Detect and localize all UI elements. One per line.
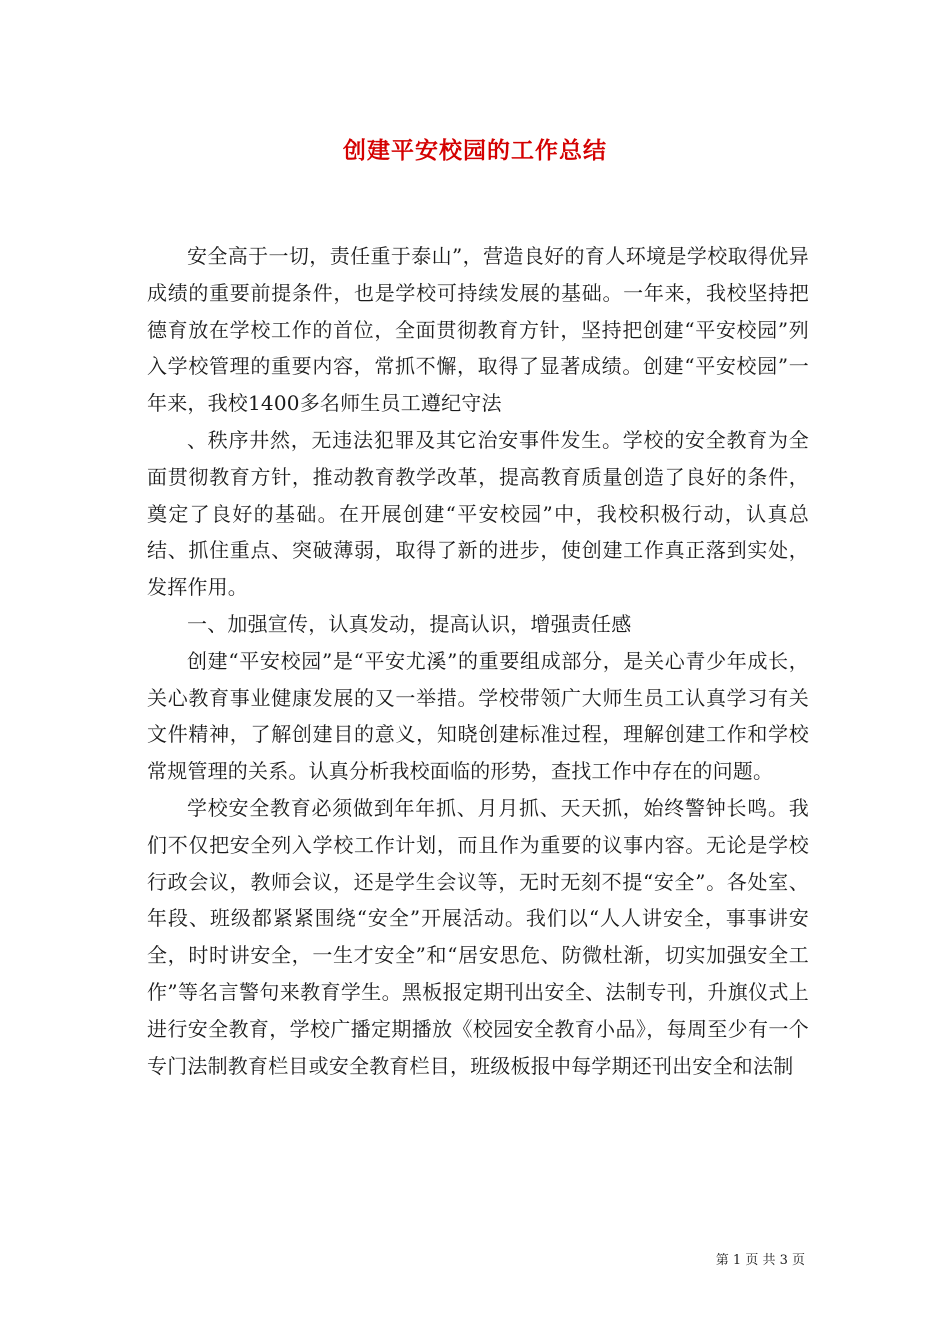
- page-number: 第 1 页 共 3 页: [715, 1253, 805, 1268]
- paragraph: 、秩序井然，无违法犯罪及其它治安事件发生。学校的安全教育为全面贯彻教育方针，推动教育教学改革，提高教育质量创造了良好的条件，奠定了良好的基础。在开展创建“平安校园”中，我校积极行动，认真总结、抓住重点、突破薄弱，取得了新的进步，使创建工作真正落到实处，发挥作用。: [147, 427, 809, 600]
- document-title: 创建平安校园的工作总结: [343, 137, 607, 164]
- paragraph: 安全高于一切，责任重于泰山”，营造良好的育人环境是学校取得优异成绩的重要前提条件，也是学校可持续发展的基础。一年来，我校坚持把德育放在学校工作的首位，全面贯彻教育方针，坚持把创建“平安校园”列入学校管理的重要内容，常抓不懈，取得了显著成绩。创建“平安校园”一年来，我校1400多名师生员工遵纪守法: [147, 244, 809, 416]
- section-heading: 一、加强宣传，认真发动，提高认识，增强责任感: [187, 611, 632, 636]
- paragraph: 创建“平安校园”是“平安尤溪”的重要组成部分，是关心青少年成长，关心教育事业健康发展的又一举措。学校带领广大师生员工认真学习有关文件精神，了解创建目的意义，知晓创建标准过程，理解创建工作和学校常规管理的关系。认真分析我校面临的形势，查找工作中存在的问题。: [147, 648, 809, 784]
- paragraph: 学校安全教育必须做到年年抓、月月抓、天天抓，始终警钟长鸣。我们不仅把安全列入学校工作计划，而且作为重要的议事内容。无论是学校行政会议，教师会议，还是学生会议等，无时无刻不提“安全”。各处室、年段、班级都紧紧围绕“安全”开展活动。我们以“人人讲安全，事事讲安全，时时讲安全，一生才安全”和“居安思危、防微杜渐，切实加强安全工作”等名言警句来教育学生。黑板报定期刊出安全、法制专刊，升旗仪式上进行安全教育，学校广播定期播放《校园安全教育小品》，每周至少有一个专门法制教育栏目或安全教育栏目，班级板报中每学期还刊出安全和法制: [147, 795, 809, 1078]
- document-body: [147, 238, 809, 1084]
